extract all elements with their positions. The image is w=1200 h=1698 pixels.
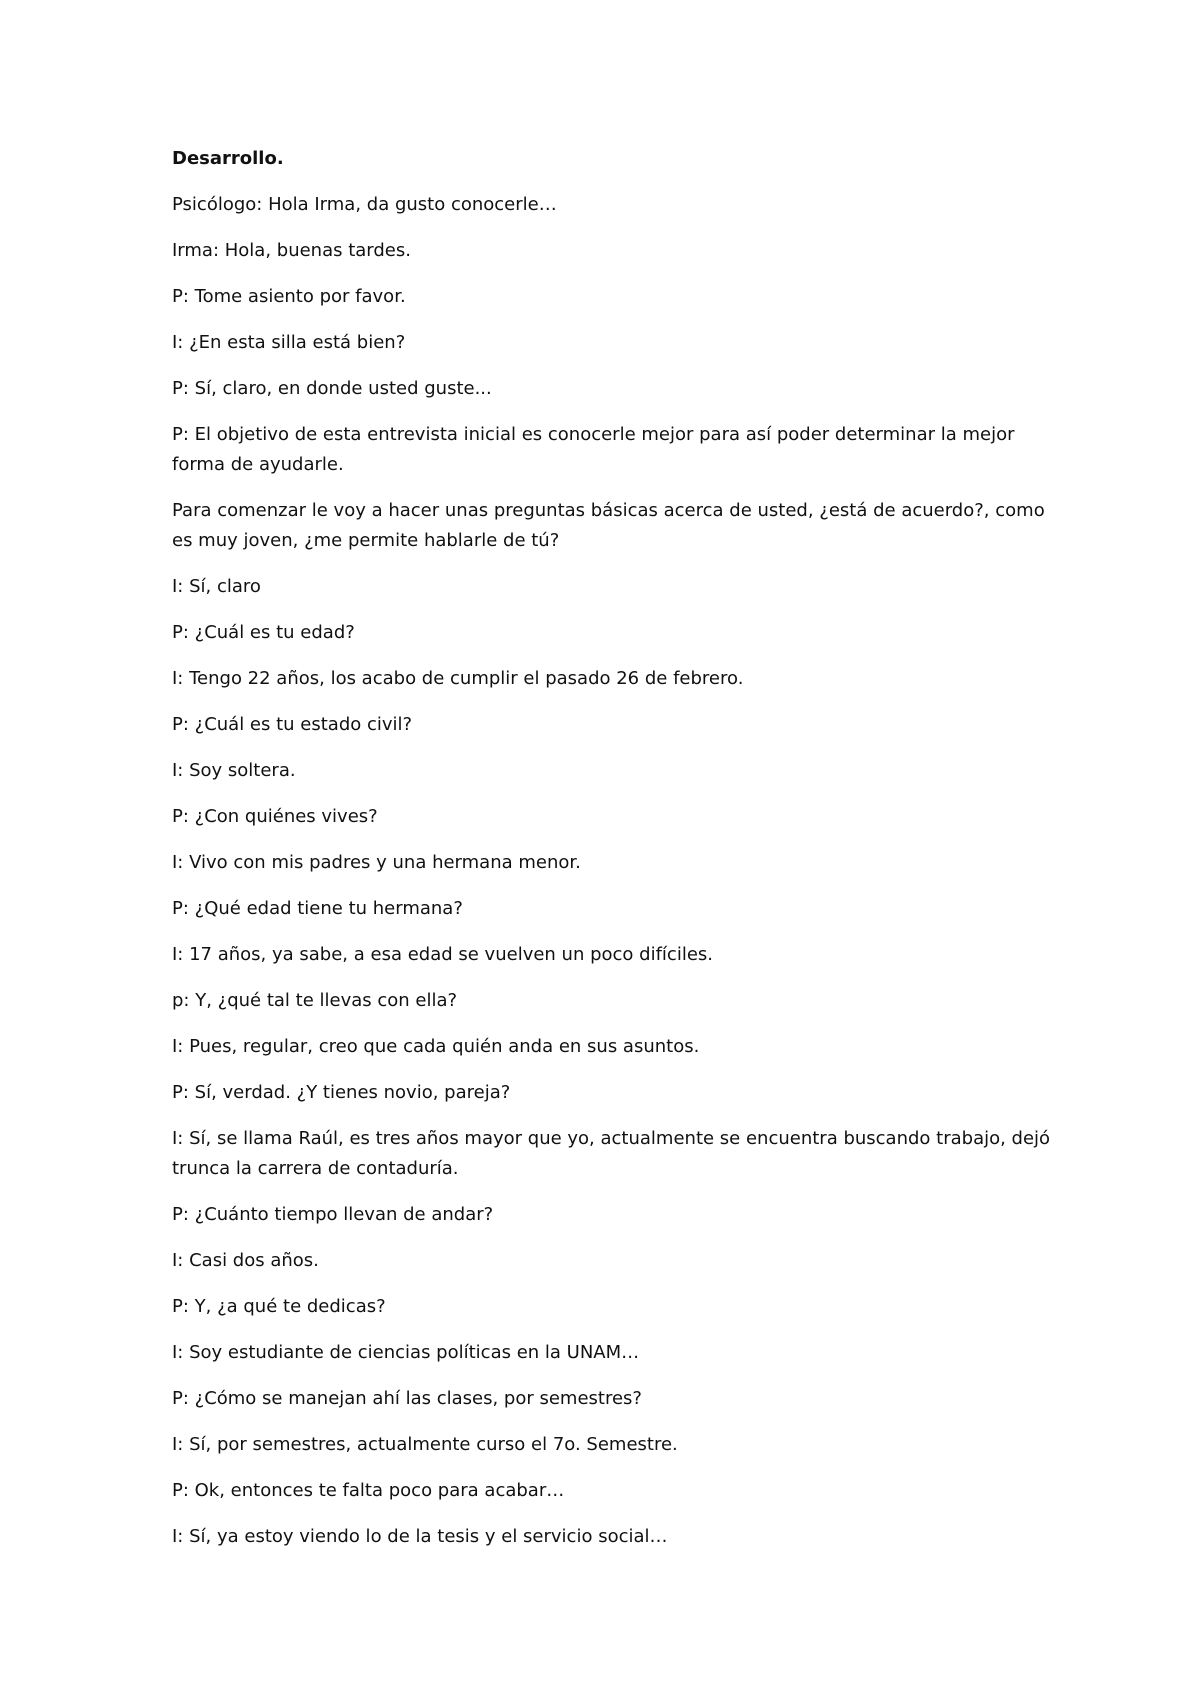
dialogue-line-17: p: Y, ¿qué tal te llevas con ella? xyxy=(172,990,458,1011)
dialogue-line-8: I: Sí, claro xyxy=(172,576,261,597)
dialogue-line-20: I: Sí, se llama Raúl, es tres años mayor que yo, actualmente se encuentra buscando trabajo, dejó trunca la carrera de contaduría. xyxy=(172,1128,1051,1179)
dialogue-line-23: P: Y, ¿a qué te dedicas? xyxy=(172,1296,386,1317)
dialogue-line-28: I: Sí, ya estoy viendo lo de la tesis y el servicio social… xyxy=(172,1526,668,1547)
dialogue-line-1: Psicólogo: Hola Irma, da gusto conocerle… xyxy=(172,194,557,215)
dialogue-line-6: P: El objetivo de esta entrevista inicial es conocerle mejor para así poder determinar la mejor forma de ayudarle. xyxy=(172,424,1015,475)
dialogue-line-24: I: Soy estudiante de ciencias políticas en la UNAM… xyxy=(172,1342,640,1363)
dialogue-line-19: P: Sí, verdad. ¿Y tienes novio, pareja? xyxy=(172,1082,511,1103)
document-body xyxy=(172,144,1052,1568)
dialogue-line-9: P: ¿Cuál es tu edad? xyxy=(172,622,355,643)
dialogue-line-3: P: Tome asiento por favor. xyxy=(172,286,406,307)
dialogue-line-15: P: ¿Qué edad tiene tu hermana? xyxy=(172,898,463,919)
section-heading: Desarrollo. xyxy=(172,148,284,169)
dialogue-line-27: P: Ok, entonces te falta poco para acabar… xyxy=(172,1480,565,1501)
dialogue-line-26: I: Sí, por semestres, actualmente curso el 7o. Semestre. xyxy=(172,1434,678,1455)
dialogue-line-13: P: ¿Con quiénes vives? xyxy=(172,806,378,827)
dialogue-line-14: I: Vivo con mis padres y una hermana menor. xyxy=(172,852,581,873)
dialogue-line-10: I: Tengo 22 años, los acabo de cumplir el pasado 26 de febrero. xyxy=(172,668,744,689)
dialogue-line-12: I: Soy soltera. xyxy=(172,760,296,781)
dialogue-line-22: I: Casi dos años. xyxy=(172,1250,319,1271)
dialogue-line-5: P: Sí, claro, en donde usted guste... xyxy=(172,378,492,399)
dialogue-line-2: Irma: Hola, buenas tardes. xyxy=(172,240,411,261)
dialogue-line-25: P: ¿Cómo se manejan ahí las clases, por semestres? xyxy=(172,1388,642,1409)
dialogue-line-11: P: ¿Cuál es tu estado civil? xyxy=(172,714,413,735)
dialogue-line-21: P: ¿Cuánto tiempo llevan de andar? xyxy=(172,1204,494,1225)
dialogue-line-16: I: 17 años, ya sabe, a esa edad se vuelven un poco difíciles. xyxy=(172,944,713,965)
dialogue-line-18: I: Pues, regular, creo que cada quién anda en sus asuntos. xyxy=(172,1036,700,1057)
dialogue-line-7: Para comenzar le voy a hacer unas preguntas básicas acerca de usted, ¿está de acuerdo?, como es muy joven, ¿me permite hablarle de tú? xyxy=(172,500,1045,551)
dialogue-line-4: I: ¿En esta silla está bien? xyxy=(172,332,406,353)
